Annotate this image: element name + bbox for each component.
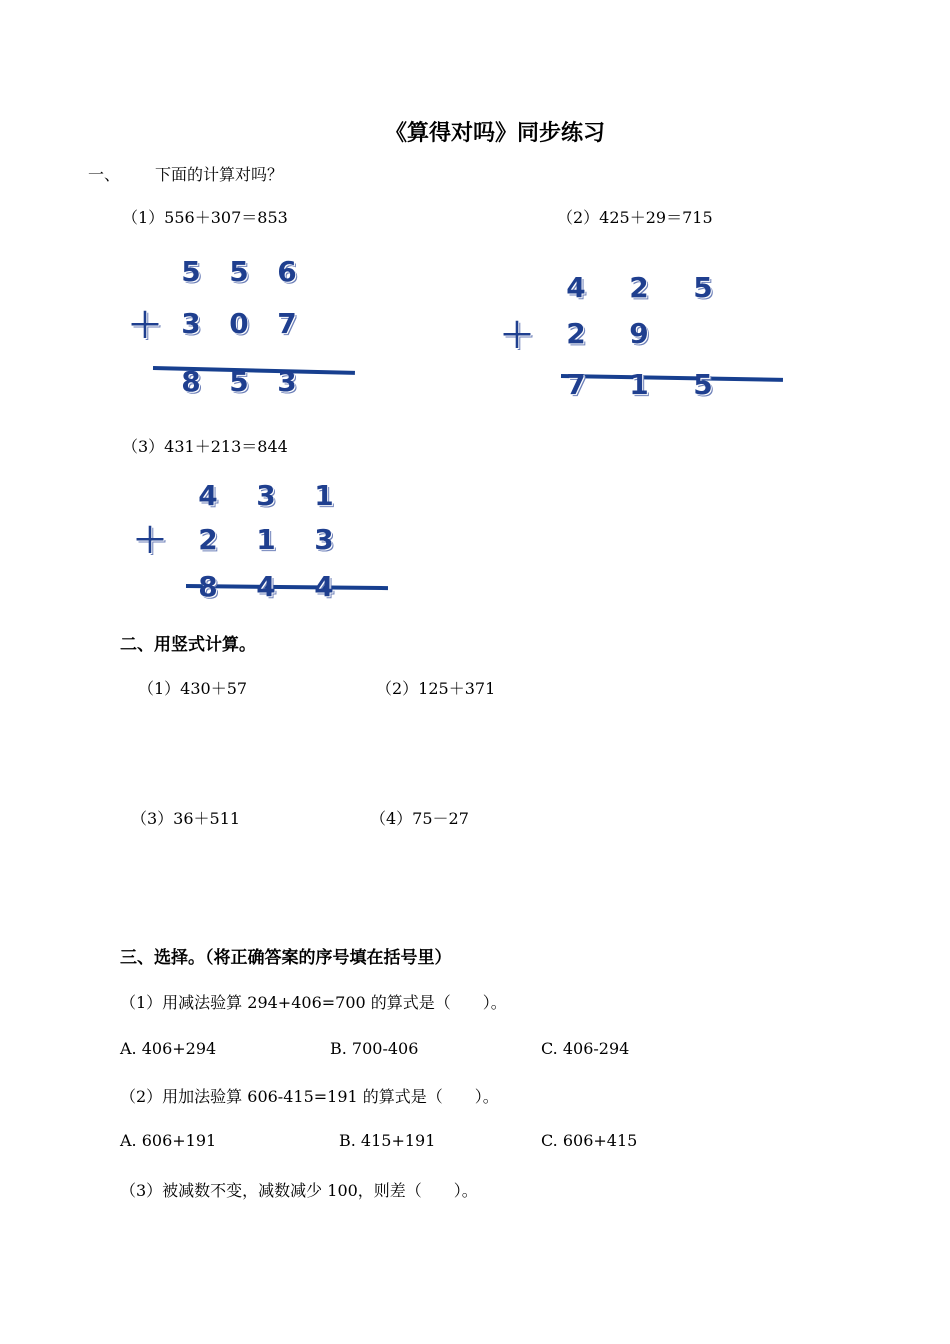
problem2-top-digit: 5 xyxy=(693,271,713,304)
page-title: 《算得对吗》同步练习 xyxy=(384,120,605,146)
problem3-label: （3）431＋213＝844 xyxy=(122,437,288,456)
question2-option-a: A. 606+191 xyxy=(120,1131,217,1150)
section1-number: 一、 xyxy=(88,165,121,184)
section2-item: （3）36＋511 xyxy=(131,809,241,828)
problem1-result-digit: 5 xyxy=(229,365,249,398)
problem2-result-digit: 1 xyxy=(629,368,649,401)
question2-option-c: C. 606+415 xyxy=(541,1131,638,1150)
problem3-top-digit: 4 xyxy=(198,479,218,512)
question1-option-a: A. 406+294 xyxy=(120,1039,217,1058)
section2-item: （2）125＋371 xyxy=(376,679,496,698)
problem1-bottom-digit: 3 xyxy=(181,307,201,340)
problem2-top-digit: 4 xyxy=(566,271,586,304)
section1-heading: 下面的计算对吗？ xyxy=(155,165,284,184)
problem1-top-digit: 5 xyxy=(229,255,249,288)
problem2-plus-sign: ＋ xyxy=(500,316,534,356)
problem1-result-digit: 3 xyxy=(277,365,297,398)
problem3-bottom-digit: 2 xyxy=(198,523,218,556)
question2-option-b: B. 415+191 xyxy=(339,1131,436,1150)
question1-option-c: C. 406-294 xyxy=(541,1039,630,1058)
question2-text: （2）用加法验算 606-415=191 的算式是（ ）。 xyxy=(120,1087,499,1106)
problem3-top-digit: 3 xyxy=(256,479,276,512)
section2-item: （4）75－27 xyxy=(370,809,469,828)
problem2-bottom-digit: 2 xyxy=(566,317,586,350)
problem2-label: （2）425＋29＝715 xyxy=(557,208,713,227)
problem2-result-digit: 5 xyxy=(693,368,713,401)
problem3-top-digit: 1 xyxy=(314,479,334,512)
problem1-plus-sign: ＋ xyxy=(128,306,162,346)
problem3-result-digit: 4 xyxy=(314,570,334,603)
problem3-result-digit: 8 xyxy=(198,570,218,603)
problem2-sum-line xyxy=(561,374,783,382)
problem2-bottom-digit: 9 xyxy=(629,317,649,350)
question1-text: （1）用减法验算 294+406=700 的算式是（ ）。 xyxy=(120,993,507,1012)
problem1-result-digit: 8 xyxy=(181,365,201,398)
section2-heading: 二、用竖式计算。 xyxy=(120,635,256,655)
problem1-top-digit: 5 xyxy=(181,255,201,288)
problem3-bottom-digit: 3 xyxy=(314,523,334,556)
problem1-bottom-digit: 7 xyxy=(277,307,297,340)
problem3-bottom-digit: 1 xyxy=(256,523,276,556)
question1-option-b: B. 700-406 xyxy=(330,1039,419,1058)
problem1-bottom-digit: 0 xyxy=(229,307,249,340)
problem3-plus-sign: ＋ xyxy=(133,521,167,561)
problem1-top-digit: 6 xyxy=(277,255,297,288)
problem2-result-digit: 7 xyxy=(566,368,586,401)
section2-item: （1）430＋57 xyxy=(138,679,248,698)
problem2-top-digit: 2 xyxy=(629,271,649,304)
question3-text: （3）被减数不变，减数减少 100，则差（ ）。 xyxy=(120,1181,478,1200)
problem1-label: （1）556＋307＝853 xyxy=(122,208,288,227)
section3-heading: 三、选择。（将正确答案的序号填在括号里） xyxy=(120,948,452,968)
problem3-result-digit: 4 xyxy=(256,570,276,603)
